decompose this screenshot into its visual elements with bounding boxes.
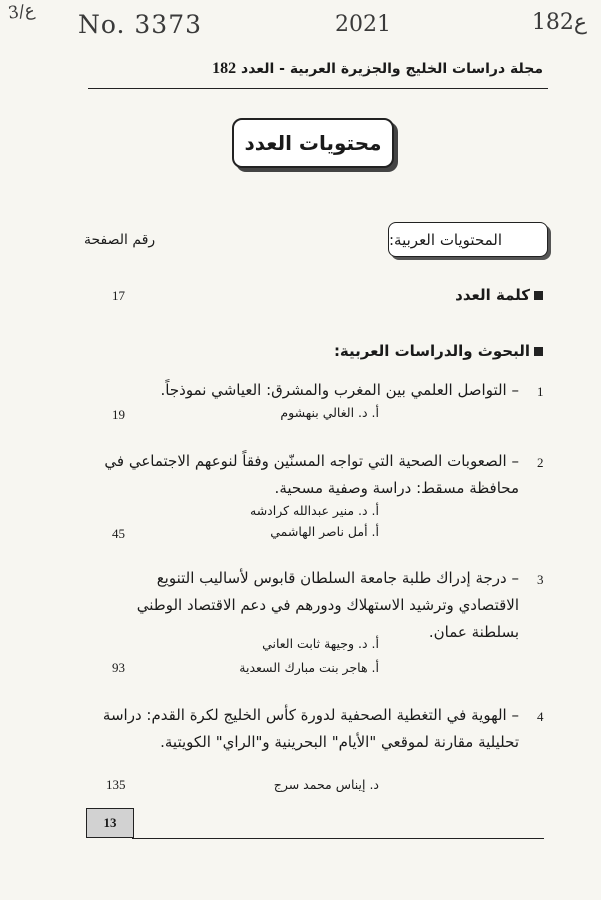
entry-page: 135 xyxy=(106,777,126,792)
running-header xyxy=(212,60,543,78)
entry-number: 4 xyxy=(537,709,544,724)
entry-number: 1 xyxy=(537,384,544,399)
issue-number: 182 xyxy=(212,60,237,77)
handwritten-issue-note: 182ع xyxy=(531,10,587,35)
research-heading xyxy=(334,342,543,360)
entry-author: أ. هاجر بنت مبارك السعدية xyxy=(239,660,379,675)
page-title: محتويات العدد xyxy=(232,118,394,168)
footer-rule xyxy=(132,838,544,839)
entry-author: أ. د. الغالي بنهشوم xyxy=(280,405,379,420)
handwritten-reference-number: No. 3373 xyxy=(78,10,203,39)
bullet-square-icon xyxy=(534,291,543,300)
entry-author: أ. د. وجيهة ثابت العاني xyxy=(262,636,379,651)
entry-page: 19 xyxy=(112,407,125,422)
entry-author: أ. د. منير عبدالله كرادشه xyxy=(250,503,379,518)
entry-page: 93 xyxy=(112,660,125,675)
entry-number: 3 xyxy=(537,572,544,587)
editorial-page: 17 xyxy=(112,288,125,303)
handwritten-year: 2021 xyxy=(335,12,391,37)
research-heading-text: البحوث والدراسات العربية: xyxy=(333,342,530,360)
editorial-heading-text: كلمة العدد xyxy=(455,286,530,304)
entry-author: أ. أمل ناصر الهاشمي xyxy=(270,524,379,539)
entry-title: – التواصل العلمي بين المغرب والمشرق: العياشي نموذجاً. xyxy=(160,381,519,399)
section-label-box: المحتويات العربية: xyxy=(388,222,548,257)
entry-title: – الهوية في التغطية الصحفية لدورة كأس الخليج لكرة القدم: دراسة تحليلية مقارنة لموقعي "الأيام" البحرينية و"الراي" الكويتية. xyxy=(102,706,519,751)
editorial-heading xyxy=(455,286,543,304)
entry-page: 45 xyxy=(112,526,125,541)
entry-title: – درجة إدراك طلبة جامعة السلطان قابوس لأساليب التنويع الاقتصادي وترشيد الاستهلاك ودورهم في دعم الاقتصاد الوطني بسلطنة عمان. xyxy=(136,569,519,641)
bullet-square-icon xyxy=(534,347,543,356)
journal-name: مجلة دراسات الخليج والجزيرة العربية - العدد xyxy=(241,61,543,77)
page-column-label: رقم الصفحة xyxy=(84,232,156,248)
handwritten-corner-note: ع/3 xyxy=(6,0,36,24)
page-number-box: 13 xyxy=(86,808,134,838)
entry-number: 2 xyxy=(537,455,544,470)
header-rule xyxy=(88,88,548,89)
entry-author: د. إيناس محمد سرج xyxy=(273,777,379,792)
entry-title: – الصعوبات الصحية التي تواجه المسنّين وفقاً لنوعهم الاجتماعي في محافظة مسقط: دراسة وصفية مسحية. xyxy=(104,452,519,497)
